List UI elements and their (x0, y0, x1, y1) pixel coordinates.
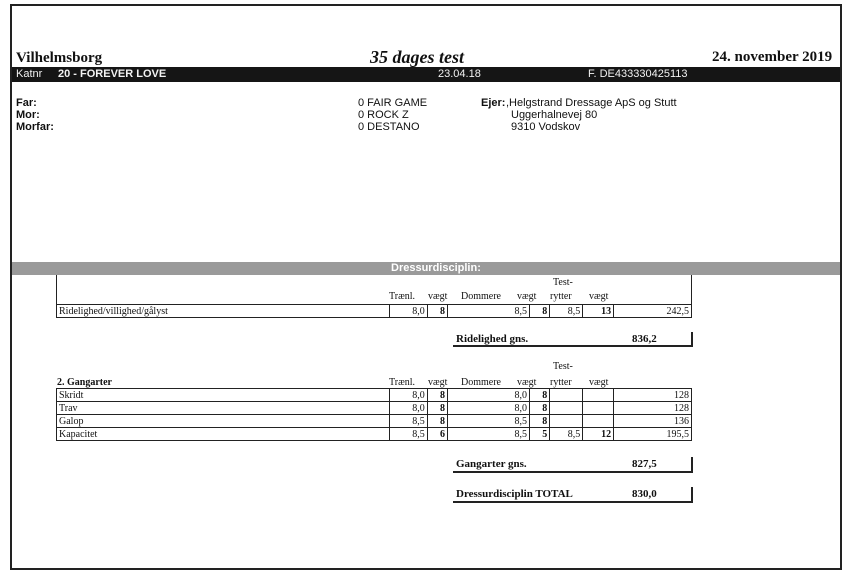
table-row (57, 402, 692, 415)
weight1-cell: 8 (427, 415, 447, 428)
col-dommere-2: Dommere (461, 377, 501, 388)
col-vaegt1: vægt (428, 291, 448, 302)
far-label: Far: (16, 97, 37, 109)
gangarter-summary-tick (691, 457, 693, 473)
horse-info-bar (12, 67, 840, 82)
birth-date: 23.04.18 (438, 68, 481, 80)
weight2-cell: 5 (530, 428, 550, 441)
dommere-cell: 8,0 (447, 389, 529, 402)
section-bar (12, 262, 840, 275)
morfar-value: 0 DESTANO (358, 121, 420, 133)
section-title: Dressurdisciplin: (391, 262, 481, 274)
weight2-cell: 8 (530, 415, 550, 428)
morfar-label: Morfar: (16, 121, 54, 133)
mor-label: Mor: (16, 109, 40, 121)
ridelighed-table (56, 304, 692, 318)
weight1-cell: 6 (427, 428, 447, 441)
test-rider-cell: 8,5 (550, 305, 583, 318)
traenl-cell: 8,0 (390, 305, 427, 318)
col-test-bottom-2: rytter (550, 377, 572, 388)
total-tick (691, 487, 693, 503)
weight1-cell: 8 (427, 305, 447, 318)
weight1-cell: 8 (427, 402, 447, 415)
col-traenl-2: Trænl. (389, 377, 416, 388)
traenl-cell: 8,0 (390, 402, 427, 415)
col-traenl: Trænl. (389, 291, 416, 302)
gangarter-heading: 2. Gangarter (57, 377, 112, 388)
gangarter-summary-underline (453, 471, 693, 473)
row-label: Ridelighed/villighed/gålyst (57, 305, 390, 318)
table-row (57, 415, 692, 428)
row-label: Galop (57, 415, 390, 428)
weight2-cell: 8 (530, 402, 550, 415)
owner-name: ,Helgstrand Dressage ApS og Stutt (506, 97, 677, 109)
test-rider-cell (550, 389, 583, 402)
weight3-cell (583, 415, 614, 428)
box-left-border (56, 275, 57, 307)
table-row (57, 305, 692, 318)
test-title: 35 dages test (370, 47, 464, 67)
total-label: Dressurdisciplin TOTAL (456, 488, 573, 500)
ridelighed-summary-label: Ridelighed gns. (456, 333, 529, 345)
dommere-cell: 8,5 (447, 415, 529, 428)
total-cell: 195,5 (614, 428, 692, 441)
dommere-cell: 8,5 (447, 305, 529, 318)
col-test-top: Test- (553, 277, 573, 288)
col-vaegt2: vægt (517, 291, 537, 302)
ridelighed-summary-tick (691, 332, 693, 347)
ridelighed-summary-value: 836,2 (632, 333, 657, 345)
ridelighed-summary-underline (453, 345, 693, 347)
gangarter-summary-label: Gangarter gns. (456, 458, 527, 470)
col-test-top-2: Test- (553, 361, 573, 372)
table-row (57, 428, 692, 441)
page-frame (10, 4, 842, 570)
total-cell: 128 (614, 389, 692, 402)
total-cell: 128 (614, 402, 692, 415)
dommere-cell: 8,5 (447, 428, 529, 441)
owner-address: Uggerhalnevej 80 (511, 109, 598, 121)
katnr-label: Katnr (16, 68, 43, 80)
col-test-bottom: rytter (550, 291, 572, 302)
weight3-cell: 13 (583, 305, 614, 318)
venue-name: Vilhelmsborg (16, 50, 103, 66)
total-cell: 242,5 (614, 305, 692, 318)
traenl-cell: 8,5 (390, 415, 427, 428)
traenl-cell: 8,5 (390, 428, 427, 441)
col-dommere: Dommere (461, 291, 501, 302)
col-vaegt2-2: vægt (517, 377, 537, 388)
far-value: 0 FAIR GAME (358, 97, 428, 109)
test-rider-cell (550, 402, 583, 415)
total-value: 830,0 (632, 488, 657, 500)
weight3-cell (583, 389, 614, 402)
col-vaegt1-2: vægt (428, 377, 448, 388)
total-cell: 136 (614, 415, 692, 428)
horse-name: 20 - FOREVER LOVE (58, 68, 167, 80)
horse-id: F. DE433330425113 (588, 68, 688, 80)
owner-city: 9310 Vodskov (511, 121, 581, 133)
report-date: 24. november 2019 (712, 49, 833, 65)
col-vaegt3-2: vægt (589, 377, 609, 388)
total-underline (453, 501, 693, 503)
owner-label: Ejer: (481, 97, 506, 109)
weight2-cell: 8 (530, 389, 550, 402)
mor-value: 0 ROCK Z (358, 109, 409, 121)
weight3-cell: 12 (583, 428, 614, 441)
row-label: Trav (57, 402, 390, 415)
box-right-border (691, 275, 692, 307)
weight3-cell (583, 402, 614, 415)
weight2-cell: 8 (530, 305, 550, 318)
dommere-cell: 8,0 (447, 402, 529, 415)
row-label: Kapacitet (57, 428, 390, 441)
col-vaegt3: vægt (589, 291, 609, 302)
gangarter-table (56, 388, 692, 441)
table-row (57, 389, 692, 402)
traenl-cell: 8,0 (390, 389, 427, 402)
gangarter-summary-value: 827,5 (632, 458, 657, 470)
test-rider-cell (550, 415, 583, 428)
test-rider-cell: 8,5 (550, 428, 583, 441)
row-label: Skridt (57, 389, 390, 402)
weight1-cell: 8 (427, 389, 447, 402)
